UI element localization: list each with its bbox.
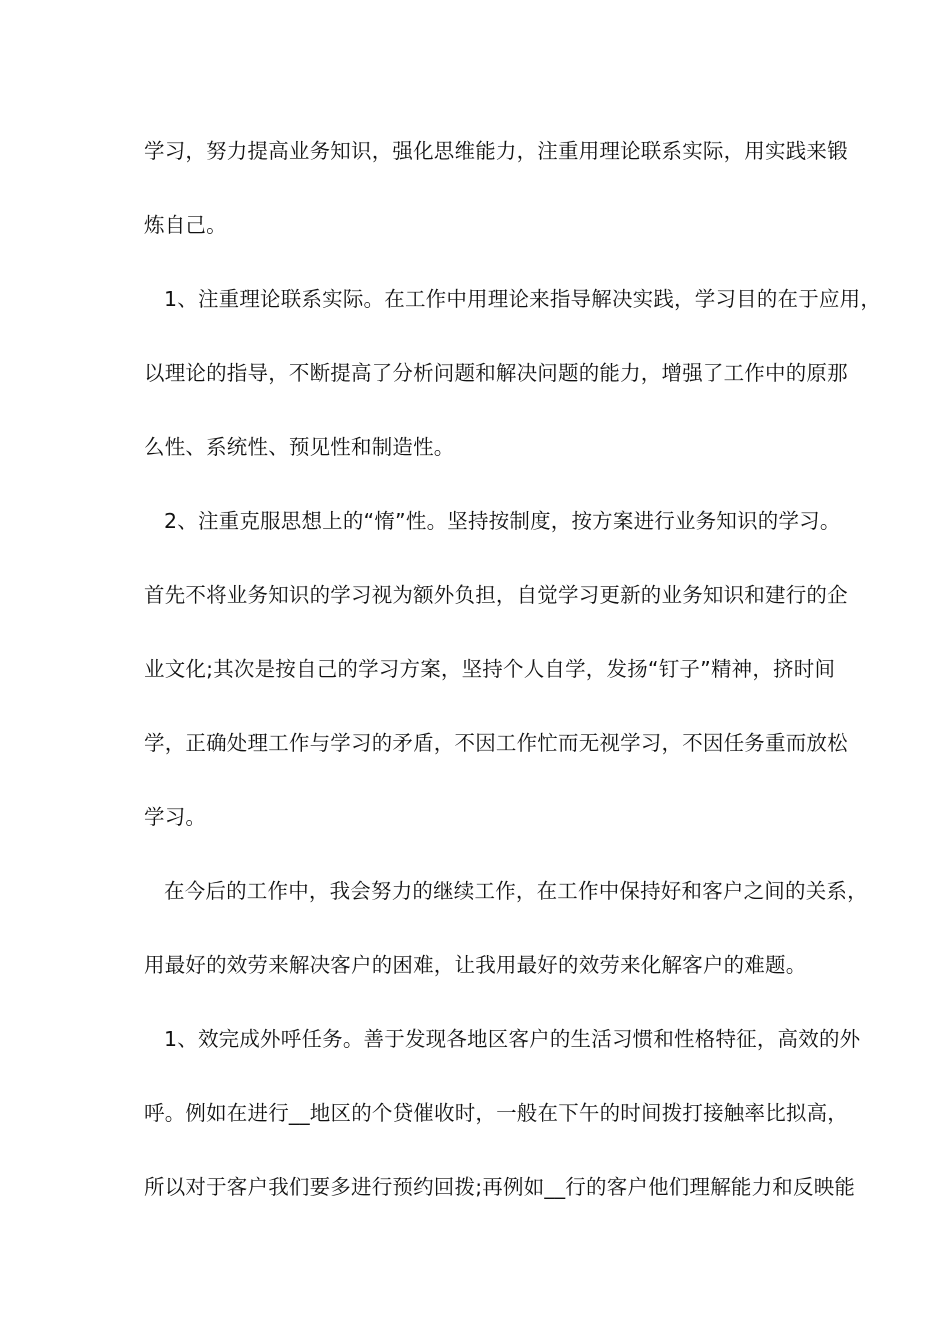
text-line: 学，正确处理工作与学习的矛盾，不因工作忙而无视学习，不因任务重而放松 bbox=[144, 731, 848, 755]
text-line: 用最好的效劳来解决客户的困难，让我用最好的效劳来化解客户的难题。 bbox=[144, 953, 807, 977]
text-line: 2、注重克服思想上的“惰”性。坚持按制度，按方案进行业务知识的学习。 bbox=[164, 509, 841, 533]
text-line: 学习。 bbox=[144, 805, 207, 829]
text-line: 首先不将业务知识的学习视为额外负担，自觉学习更新的业务知识和建行的企 bbox=[144, 583, 848, 607]
text-line: 呼。例如在进行__地区的个贷催收时，一般在下午的时间拨打接触率比拟高， bbox=[144, 1101, 848, 1125]
text-line: 炼自己。 bbox=[144, 213, 227, 237]
text-line: 么性、系统性、预见性和制造性。 bbox=[144, 435, 455, 459]
text-line: 所以对于客户我们要多进行预约回拨;再例如__行的客户他们理解能力和反映能 bbox=[144, 1175, 856, 1199]
text-line: 业文化;其次是按自己的学习方案，坚持个人自学，发扬“钉子”精神，挤时间 bbox=[144, 657, 836, 681]
text-line: 学习，努力提高业务知识，强化思维能力，注重用理论联系实际，用实践来锻 bbox=[144, 139, 848, 163]
text-line: 1、注重理论联系实际。在工作中用理论来指导解决实践，学习目的在于应用， bbox=[164, 287, 882, 311]
text-line: 在今后的工作中，我会努力的继续工作，在工作中保持好和客户之间的关系， bbox=[164, 879, 868, 903]
text-line: 1、效完成外呼任务。善于发现各地区客户的生活习惯和性格特征，高效的外 bbox=[164, 1027, 861, 1051]
text-line: 以理论的指导，不断提高了分析问题和解决问题的能力，增强了工作中的原那 bbox=[144, 361, 848, 385]
